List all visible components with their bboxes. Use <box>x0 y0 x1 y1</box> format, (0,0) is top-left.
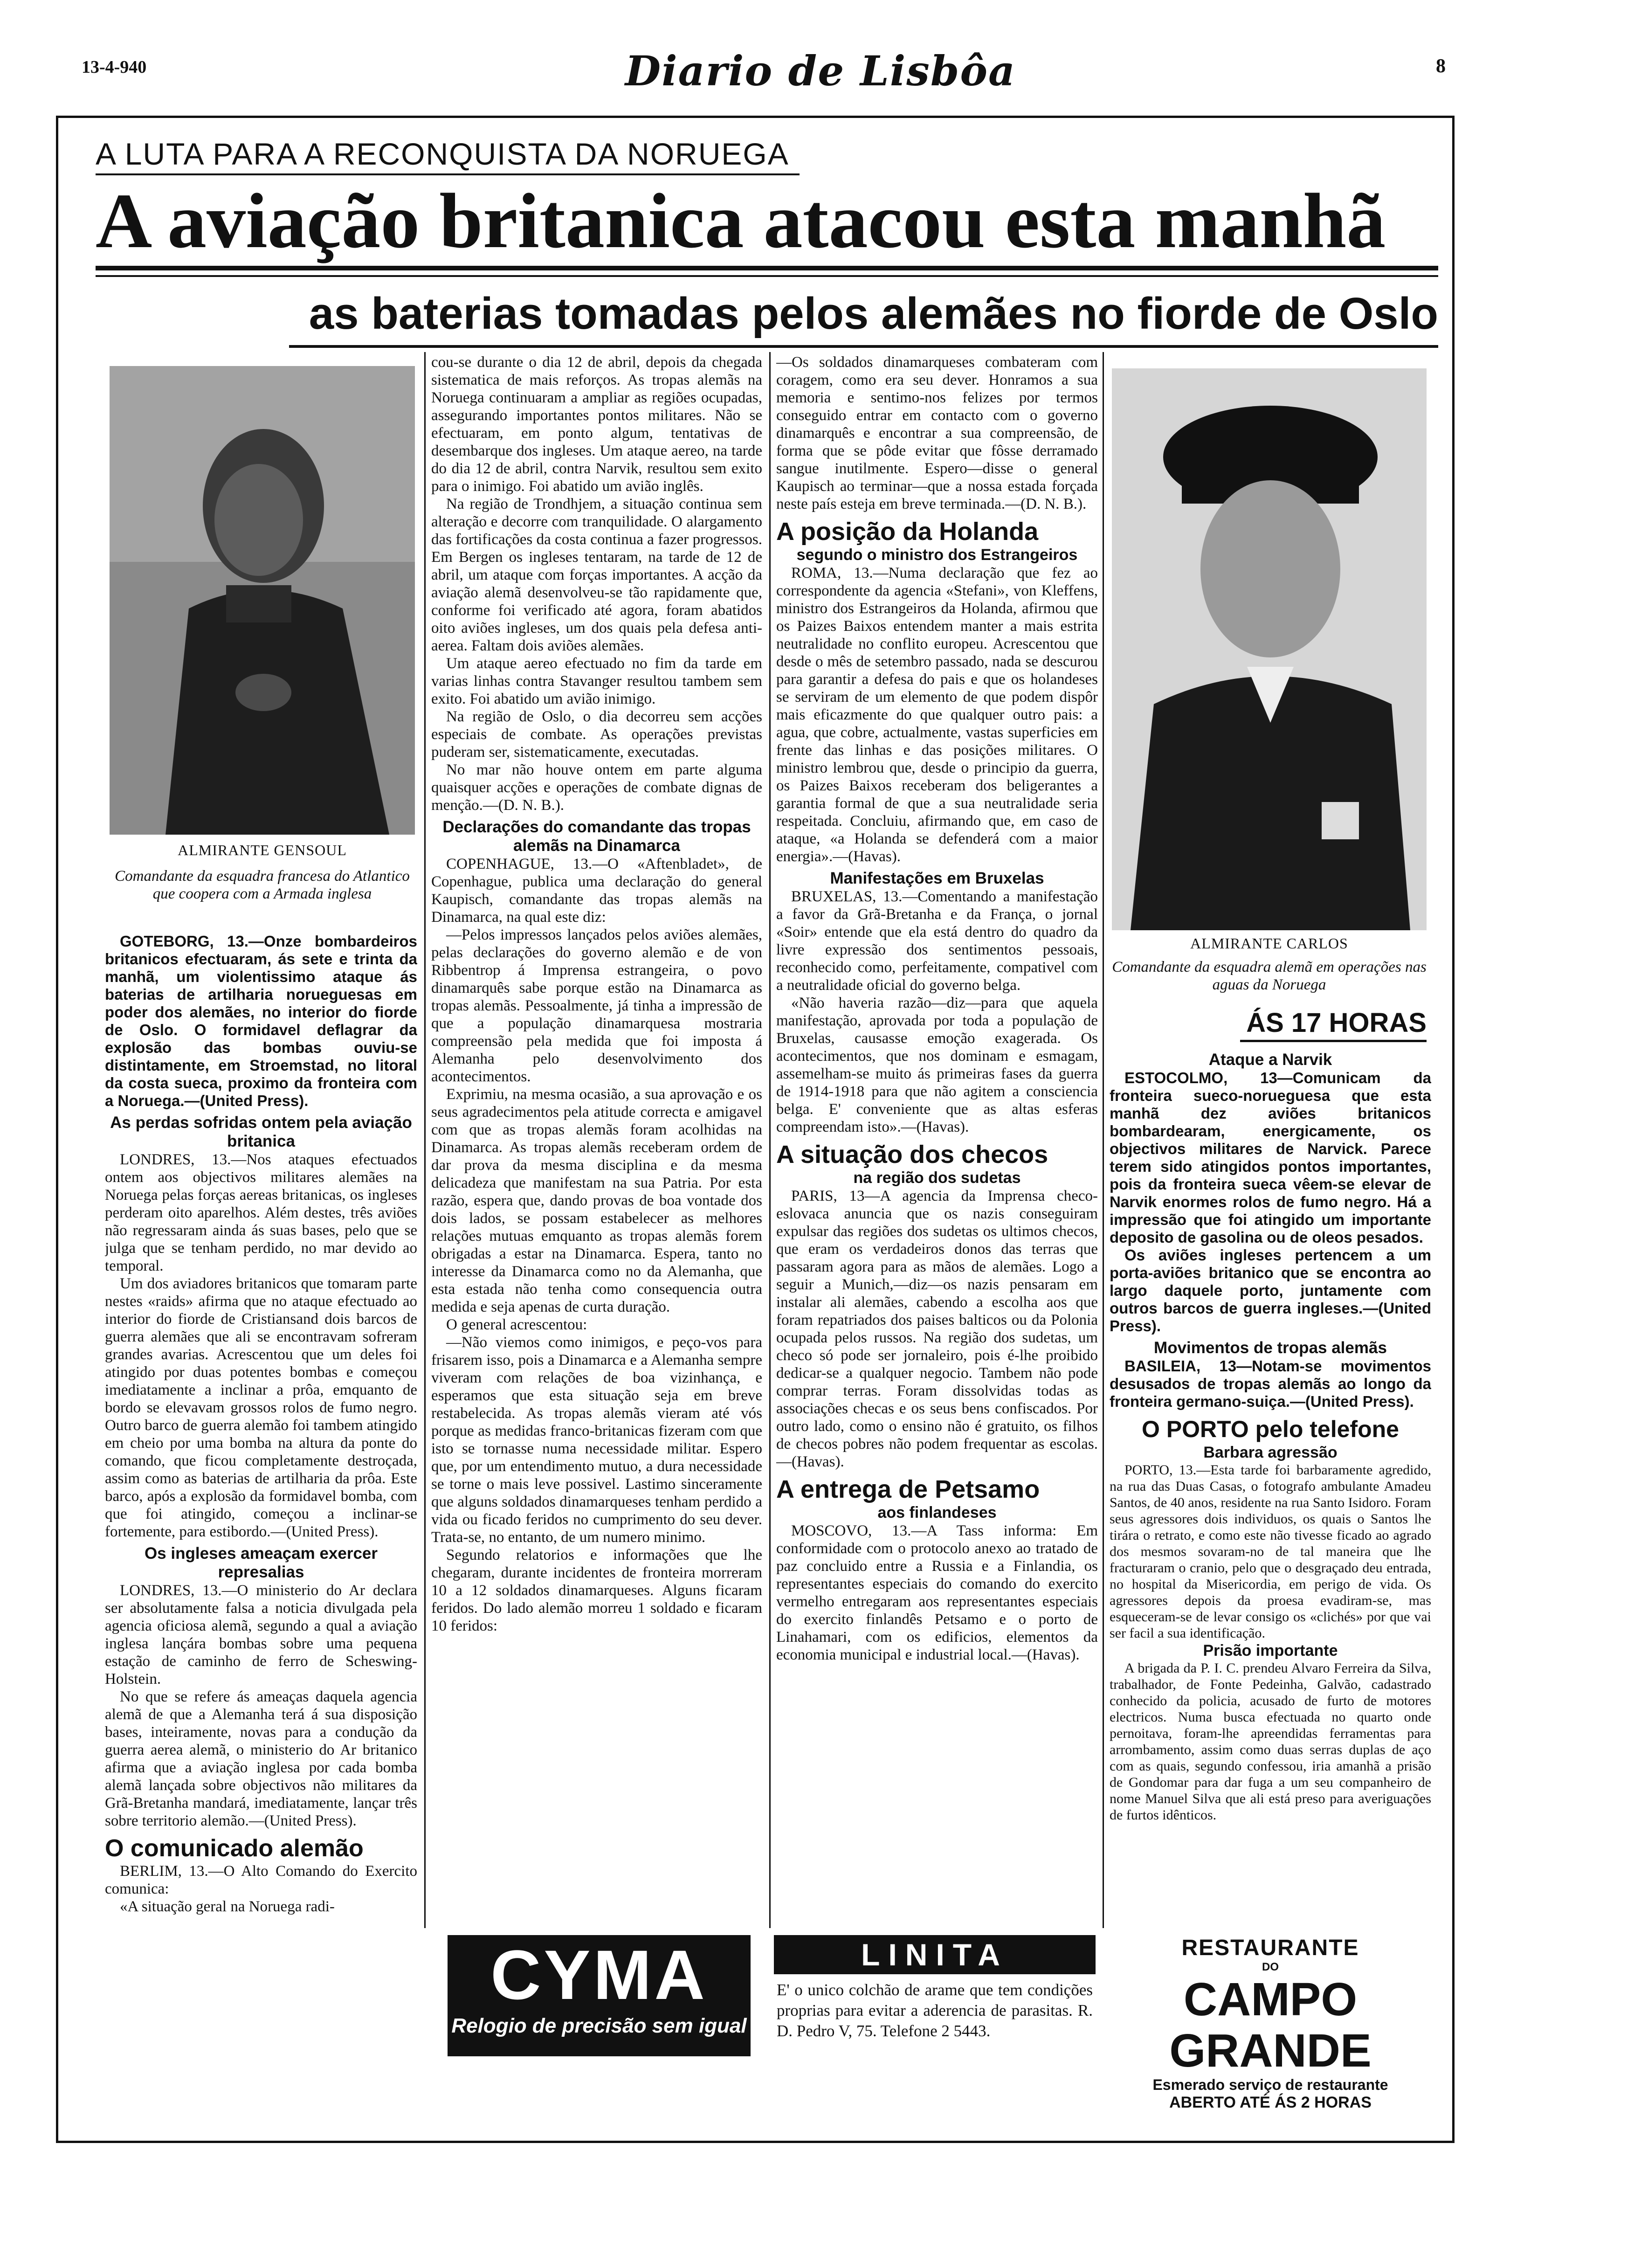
paragraph: BERLIM, 13.—O Alto Comando do Exercito comunica: <box>105 1863 417 1897</box>
ad-cyma-tagline: Relogio de precisão sem igual <box>451 2014 747 2037</box>
portrait-illustration <box>1112 368 1427 930</box>
headline-rule-thick <box>96 266 1438 270</box>
goteborg-lead: GOTEBORG, 13.—Onze bombardeiros britanicos efectuaram, ás sete e trinta da manhã, um violentissimo ataque ás baterias de artilharia norueguesas em poder dos alemães, no interior do fiorde de Oslo. O formidavel deflagrar da explosão das bombas ouviu-se distintamente, em Stroemstad, no litoral da costa sueca, proximo da fronteira com a Noruega.—(United Press). <box>105 933 417 1109</box>
checos-subheading: na região dos sudetas <box>853 1169 1021 1187</box>
column-rule-1 <box>424 352 426 1928</box>
paragraph: BRUXELAS, 13.—Comentando a manifestação a favor da Grã-Bretanha e da França, o jornal «Soir» entende que ela está dentro do quadro da livre expressão dos sentimentos pessoais, reconhecido como, perfeitamente, compativel com a neutralidade oficial do governo belga. <box>776 888 1098 994</box>
narvik-paragraph: ESTOCOLMO, 13—Comunicam da fronteira sueco-norueguesa que esta manhã dez aviões britanicos bombardearam, energicamente, os objectivos militares de Narvick. Parece terem sido atingidos pontos importantes, pois da fronteira sueca vêem-se elevar de Narvik enormes rolos de fumo negro. Há a impressão que foi atingido um importante deposito de gasolina ou de oleos pesados. <box>1110 1069 1431 1246</box>
paragraph: —Pelos impressos lançados pelos aviões alemães, pelas declarações do governo alemão e de von Ribbentrop á Imprensa estrangeira, o povo dinamarquês sabe porque estão na Dinamarca as tropas alemãs. Pessoalmente, já tinha a impressão de que a população dinamarquesa mostraria compreensão pela medida que foi imposta á Alemanha pelo desenvolvimento dos acontecimentos. <box>431 927 762 1085</box>
paragraph: A brigada da P. I. C. prendeu Alvaro Ferreira da Silva, trabalhador, de Fonte Pedeinha, Galvão, cadastrado conhecido da policia, acusado de furto de motores electricos. Numa busca efectuada no quarto onde pernoitava, foram-lhe apreendidas ferramentas para arrombamento, assim como duas serras duplas de aço com as quais, segundo confessou, iria amanhã a prisão de Gondomar para dar fuga a um seu companheiro de nome Manuel Silva que ali está preso para averiguações de furtos idênticos. <box>1110 1660 1431 1823</box>
column-3 <box>776 353 1098 1939</box>
photo-left-name: ALMIRANTE GENSOUL <box>178 842 347 858</box>
subheadline-rule <box>289 345 1438 348</box>
petsamo-subheading: aos finlandeses <box>877 1504 997 1521</box>
checos-heading: A situação dos checos <box>776 1141 1048 1169</box>
paragraph: LONDRES, 13.—O ministerio do Ar declara ser absolutamente falsa a noticia divulgada pela agencia oficiosa alemã, segundo a qual a aviação inglesa lançára bombas sobre uma pequena estação de caminho de ferro de Scheswing-Holstein. <box>105 1582 417 1687</box>
ad-linita-text: E' o unico colchão de arame que tem condições proprias para evitar a aderencia de parasitas. R. D. Pedro V, 75. Telefone 2 5443. <box>777 1981 1093 2040</box>
paragraph: O general acrescentou: <box>446 1316 587 1333</box>
ad-do-label: DO <box>1262 1961 1279 1973</box>
movimentos-heading: Movimentos de tropas alemãs <box>1154 1339 1387 1357</box>
prisao-heading: Prisão importante <box>1203 1642 1338 1660</box>
headline-rule-thin <box>96 275 1438 277</box>
kicker-rule <box>96 173 800 175</box>
movimentos-paragraph: BASILEIA, 13—Notam-se movimentos desusados de tropas alemãs ao longo da fronteira germano-suiça.—(United Press). <box>1110 1357 1431 1410</box>
ad-campo-grande <box>1107 1935 1434 2111</box>
photo-right-name: ALMIRANTE CARLOS <box>1190 935 1348 952</box>
paragraph: «Não haveria razão—diz—para que aquela manifestação, aprovada por toda a população de Bruxelas, causasse emoção exagerada. Os acontecimentos, que nos dominam e esmagam, assemelham-se muito ás primeiras fases da guerra de 1914-1918 para que não agitem a consciencia belga. E' conveniente que as altas esferas compreendam isto».—(Havas). <box>776 995 1098 1135</box>
ameacam-heading: Os ingleses ameaçam exercer represalias <box>144 1544 378 1581</box>
photo-left-caption: Comandante da esquadra francesa do Atlantico que coopera com a Armada inglesa <box>115 868 410 902</box>
ad-campo-grande-name: CAMPO GRANDE <box>1169 1973 1372 2077</box>
paragraph: —Os soldados dinamarqueses combateram com coragem, como era seu dever. Honramos a sua memoria e sentimo-nos felizes por termos conseguido entrar em contacto com o governo dinamarquês e encontrar a sua compreensão, de forma que se pôde evitar que fôsse derramado sangue inutilmente. Espero—disse o general Kaupisch ao terminar—que a nossa estada forçada neste país esteja em breve terminada.—(D. N. B.). <box>776 354 1098 512</box>
barbara-heading: Barbara agressão <box>1203 1444 1338 1461</box>
ad-service-line: Esmerado serviço de restaurante <box>1152 2076 1388 2093</box>
page-number: 8 <box>1436 55 1446 77</box>
holanda-heading: A posição da Holanda <box>776 518 1039 546</box>
paragraph: —Não viemos como inimigos, e peço-vos para frisarem isso, pois a Dinamarca e a Alemanha sempre viveram com relações de boa vizinhança, e esperamos que esta situação seja em breve restabelecida. As tropas alemãs vieram até vós porque as medidas franco-britanicas fizeram com que isto se tornasse numa necessidade militar. Espero que, por um entendimento mutuo, a dura necessidade se torne o mais leve possivel. Lastimo sinceramente que alguns soldados dinamarqueses tenham perdido a vida ou ficado feridos no cumprimento do seu dever. Trata-se, no entanto, de um numero minimo. <box>431 1334 762 1546</box>
paragraph: No que se refere ás ameaças daquela agencia alemã de que a Alemanha terá á sua disposição bases, inteiramente, novas para a condução da guerra aerea alemã, o ministerio do Ar britanico afirma que a aviação inglesa por cada bomba alemã lançada sobre objectivos não militares da Grã-Bretanha mandará, imediatamente, lançar três sobre territorio alemão.—(United Press). <box>105 1688 417 1829</box>
petsamo-heading: A entrega de Petsamo <box>776 1475 1040 1503</box>
holanda-subheading: segundo o ministro dos Estrangeiros <box>796 546 1078 564</box>
column-rule-2 <box>769 352 771 1928</box>
paragraph: «A situação geral na Noruega radi- <box>120 1898 335 1915</box>
paragraph: PARIS, 13—A agencia da Imprensa checo-eslovaca anuncia que os nazis conseguiram expulsar das regiões dos sudetas os ultimos checos, que eram os verdadeiros donos das terras que passaram agora para as mãos de alemães. Logo a seguir a Munich,—diz—os nazis pensaram em instalar ali alemães, cabendo a escolha aos que foram repatriados dos paises balticos ou da Polonia ocupada pelos russos. Na região dos sudetas, um checo só pode ser jornaleiro, pois é-lhe proibido dedicar-se a qualquer negocio. Tambem não pode comprar terras. Foram dissolvidas todas as associações checas e os seus bens confiscados. Por outro lado, como o ensino não é gratuito, os filhos de checos pobres não podem frequentar as escolas.—(Havas). <box>776 1188 1098 1470</box>
column-4 <box>1110 1047 1431 1942</box>
declaracoes-heading: Declarações do comandante das tropas alemãs na Dinamarca <box>442 818 751 855</box>
as17-rule <box>1240 1040 1427 1042</box>
paragraph: PORTO, 13.—Esta tarde foi barbaramente agredido, na rua das Duas Casas, o fotografo ambulante Amadeu Santos, de 40 anos, residente na rua Santo Isidoro. Foram seus agressores dois individuos, os quais o Santos lhe tirára o retrato, e como este não tivesse ficado ao agrado dos mesmos sovaram-no de tal maneira que lhe fracturaram o cranio, pelo que o desgraçado deu entrada, no hospital da Misericordia, em perigo de vida. Os agressores depois da proesa evadiram-se, mas esqueceram-se de levar consigo os «clichés» por que vai ser facil a sua identificação. <box>1110 1462 1431 1641</box>
headline: A aviação britanica atacou esta manhã <box>96 178 1386 264</box>
narvik-paragraph: Os aviões ingleses pertencem a um porta-aviões britanico que se encontra ao largo daquele porto, juntamente com outros barcos de guerra ingleses.—(United Press). <box>1110 1246 1431 1335</box>
as17-heading: ÁS 17 HORAS <box>1246 1008 1427 1038</box>
paragraph: Na região de Trondhjem, a situação continua sem alteração e decorre com tranquilidade. O alargamento das fortificações da costa continua a fazer progressos. Em Bergen os ingleses tentaram, na tarde de 12 de abril, um ataque com forças importantes. A acção da aviação alemã desenvolveu-se tão rapidamente que, conforme foi verificado até agora, foram abatidos oito aviões ingleses, um dos quais pela defesa anti-aerea. Faltam dois aviões alemães. <box>431 496 762 654</box>
portrait-illustration <box>110 366 415 835</box>
paragraph: LONDRES, 13.—Nos ataques efectuados ontem aos objectivos militares alemães na Noruega pelas forças aereas britanicas, os ingleses perderam oito aparelhos. Além destes, três aviões não regressaram ainda ás suas bases, pelo que se julga que se tenham perdido, no mar devido ao temporal. <box>105 1151 417 1274</box>
ad-hours-line: ABERTO ATÉ ÁS 2 HORAS <box>1169 2094 1372 2111</box>
photo-right-caption: Comandante da esquadra alemã em operações nas aguas da Noruega <box>1112 959 1427 993</box>
paragraph: cou-se durante o dia 12 de abril, depois da chegada sistematica de mais reforços. As tropas alemãs na Noruega continuaram a ampliar as regiões ocupadas, assegurando importantes pontos militares. Não se efectuaram, em ponto algum, tentativas de desembarque dos ingleses. Um ataque aereo, na tarde do dia 12 de abril, contra Narvik, resultou sem exito para o inimigo. Foi abatido um avião inglês. <box>431 354 762 495</box>
narvik-heading: Ataque a Narvik <box>1208 1051 1332 1069</box>
perdas-heading: As perdas sofridas ontem pela aviação britanica <box>110 1113 412 1150</box>
paragraph: Um ataque aereo efectuado no fim da tarde em varias linhas contra Stavanger resultou tambem sem exito. Foi abatido um avião inimigo. <box>431 655 762 707</box>
paragraph: Exprimiu, na mesma ocasião, a sua aprovação e os seus agradecimentos pela atitude correcta e amigavel com que as tropas alemãs foram acolhidas na Dinamarca. As tropas alemãs receberam ordem de dar prova da mesma disciplina e da mesma delicadeza que manifestam na sua Patria. Por esta razão, espera que, dando provas de boa vontade dos dois lados, se possam estabelecer as melhores relações mutuas emquanto as tropas alemãs forem obrigadas a estar na Dinamarca. Espera, tanto no interesse da Dinamarca como no da Alemanha, que esta estada não tenha como consequencia outra medida e seja apenas de curta duração. <box>431 1086 762 1315</box>
ad-linita-brand: LINITA <box>774 1935 1096 1974</box>
column-1 <box>105 933 417 2112</box>
porto-heading: O PORTO pelo telefone <box>1142 1416 1399 1442</box>
column-2 <box>431 353 762 1939</box>
issue-date: 13-4-940 <box>82 57 147 77</box>
comunicado-heading: O comunicado alemão <box>105 1835 364 1862</box>
bruxelas-heading: Manifestações em Bruxelas <box>830 869 1044 887</box>
ad-cyma <box>448 1935 751 2056</box>
masthead: Diario de Lisbôa <box>625 47 1016 95</box>
ad-linita <box>774 1935 1096 2112</box>
photo-almirante-carlos <box>1112 368 1427 930</box>
paragraph: COPENHAGUE, 13.—O «Aftenbladet», de Copenhague, publica uma declaração do general Kaupisch, comandante das tropas alemãs na Dinamarca, na qual este diz: <box>431 856 762 926</box>
paragraph: No mar não houve ontem em parte alguma quaisquer acções e operações de combate dignas de menção.—(D. N. B.). <box>431 761 762 814</box>
paragraph: Na região de Oslo, o dia decorreu sem acções especiais de combate. As operações previstas puderam ser, sistematicamente, executadas. <box>431 708 762 761</box>
paragraph: Um dos aviadores britanicos que tomaram parte nestes «raids» afirma que no ataque efectuado ao interior do fiorde de Cristiansand dois barcos de guerra alemães que ali se encontravam sofreram grandes avarias. Acrescentou que um deles foi atingido por duas potentes bombas e começou imediatamente a inclinar a prôa, emquanto de bordo se elevavam grossos rolos de fumo negro. Outro barco de guerra alemão foi tambem atingido em cheio por uma bomba na altura da ponte do comando, que ficou completamente destroçada, assim como as baterias de artilharia da prôa. Este barco, após a explosão da formidavel bomba, com que foi atingido, começou a inclinar-se fortemente, para estibordo.—(United Press). <box>105 1275 417 1540</box>
column-rule-3 <box>1103 352 1104 1928</box>
ad-cyma-brand: CYMA <box>490 1936 708 2014</box>
photo-almirante-gensoul <box>110 366 415 835</box>
paragraph: ROMA, 13.—Numa declaração que fez ao correspondente da agencia «Stefani», von Kleffens, ministro dos Estrangeiros da Holanda, afirmou que os Paizes Baixos entendem manter a mais estrita neutralidade no conflito europeu. Acrescentou que desde o mês de setembro passado, nada se descurou para garantir a defesa do pais e que os holandeses se serviram de um elemento de que podem dispôr mais eficazmente do que qualquer outro pais: a agua, que cobre, actualmente, vastas superficies em frente das linhas e das posições militares. O ministro lembrou que, desde o principio da guerra, os Paizes Baixos receberam dos beligerantes a garantia formal de que a sua neutralidade seria respeitada. Concluiu, afirmando que, em caso de ataque, «a Holanda se defenderá com a maior energia».—(Havas). <box>776 565 1098 865</box>
ad-restaurante-label: RESTAURANTE <box>1181 1936 1359 1960</box>
paragraph: MOSCOVO, 13.—A Tass informa: Em conformidade com o protocolo anexo ao tratado de paz concluido entre a Russia e a Finlandia, os representantes especiais do comando do exercito vermelho entregaram aos representantes especiais do exercito finlandês Petsamo e o porto de Linahamari, com os edificios, elementos da economia municipal e industrial local.—(Havas). <box>776 1522 1098 1663</box>
paragraph: Segundo relatorios e informações que lhe chegaram, durante incidentes de fronteira morreram 10 a 12 soldados dinamarqueses. Alguns ficaram feridos. Do lado alemão morreu 1 soldado e ficaram 10 feridos: <box>431 1547 762 1634</box>
subheadline: as baterias tomadas pelos alemães no fiorde de Oslo <box>309 289 1438 339</box>
kicker: A LUTA PARA A RECONQUISTA DA NORUEGA <box>96 137 789 171</box>
